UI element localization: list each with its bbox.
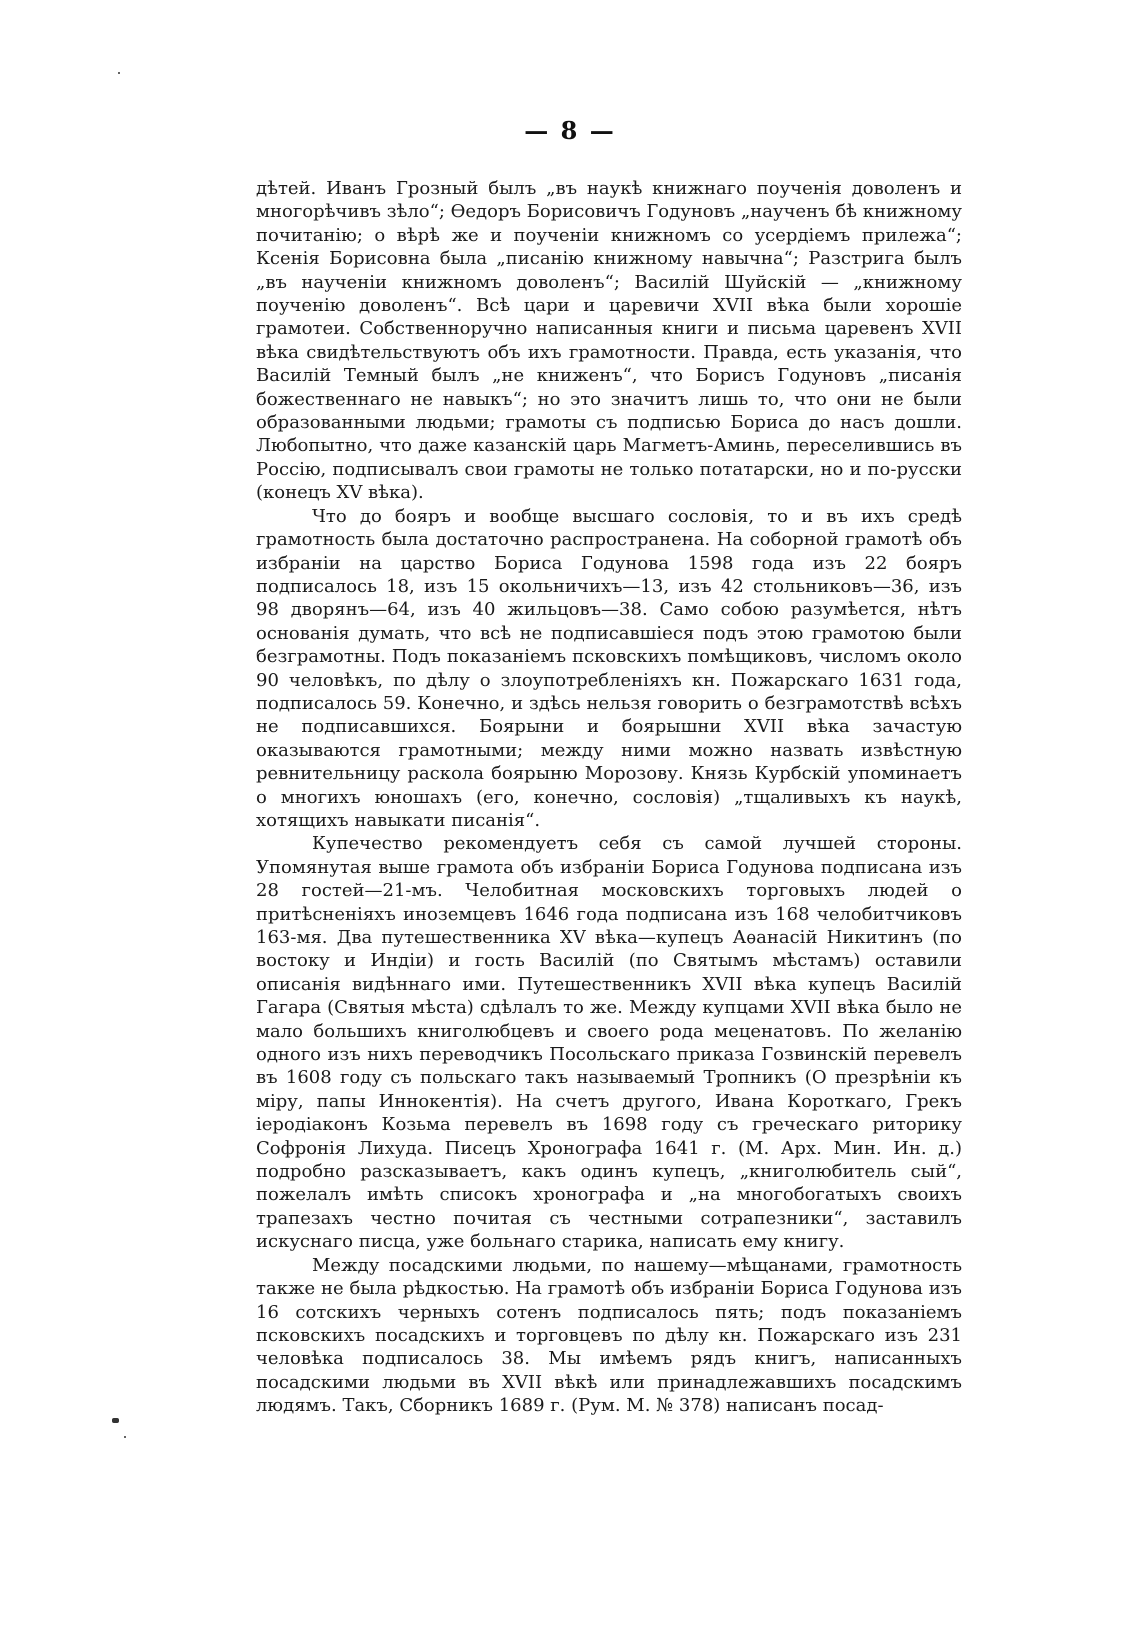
scan-speck — [124, 1436, 126, 1438]
body-text — [256, 177, 962, 1418]
scan-speck — [112, 1418, 119, 1423]
scan-speck — [118, 72, 120, 74]
paragraph-townspeople-literacy: Между посадскими людьми, по нашему—мѣщанами, грамотность также не была рѣдкостью. На грамотѣ объ избраніи Бориса Годунова изъ 16 сотскихъ черныхъ сотенъ подписалось пять; подъ показаніемъ псковскихъ посадскихъ и торговцевъ по дѣлу кн. Пожарскаго изъ 231 человѣка подписалось 38. Мы имѣемъ рядъ книгъ, написанныхъ посадскими людьми въ XVII вѣкѣ или принадлежавшихъ посадскимъ людямъ. Такъ, Сборникъ 1689 г. (Рум. М. № 378) написанъ посад- — [256, 1254, 962, 1417]
page-number: — 8 — — [524, 116, 616, 145]
paragraph-royal-literacy: дѣтей. Иванъ Грозный былъ „въ наукѣ книжнаго поученія доволенъ и многорѣчивъ зѣло“; Ѳедоръ Борисовичъ Годуновъ „наученъ бѣ книжному почитанію; о вѣрѣ же и поученіи книжномъ со усердіемъ прилежа“; Ксенія Борисовна была „писанію книжному навычна“; Разстрига былъ „въ наученіи книжномъ доволенъ“; Василій Шуйскій — „книжному поученію доволенъ“. Всѣ цари и царевичи XVII вѣка были хорошіе грамотеи. Собственноручно написанныя книги и письма царевенъ XVII вѣка свидѣтельствуютъ объ ихъ грамотности. Правда, есть указанія, что Василій Темный былъ „не книженъ“, что Борисъ Годуновъ „писанія божественнаго не навыкъ“; но это значитъ лишь то, что они не были образованными людьми; грамоты съ подписью Бориса до насъ дошли. Любопытно, что даже казанскій царь Магметъ-Аминь, переселившись въ Россію, подписывалъ свои грамоты не только потатарски, но и по-русски (конецъ XV вѣка). — [256, 178, 962, 504]
paragraph-merchant-literacy: Купечество рекомендуетъ себя съ самой лучшей стороны. Упомянутая выше грамота объ избраніи Бориса Годунова подписана изъ 28 гостей—21-мъ. Челобитная московскихъ торговыхъ людей о притѣсненіяхъ иноземцевъ 1646 года подписана изъ 168 челобитчиковъ 163-мя. Два путешественника XV вѣка—купецъ Аѳанасій Никитинъ (по востоку и Индіи) и гость Василій (по Святымъ мѣстамъ) оставили описанія видѣннаго ими. Путешественникъ XVII вѣка купецъ Василій Гагара (Святыя мѣста) сдѣлалъ то же. Между купцами XVII вѣка было не мало большихъ книголюбцевъ и своего рода меценатовъ. По желанію одного изъ нихъ переводчикъ Посольскаго приказа Гозвинскій перевелъ въ 1608 году съ польскаго такъ называемый Тропникъ (О презрѣніи къ міру, папы Иннокентія). На счетъ другого, Ивана Короткаго, Грекъ іеродіаконъ Козьма перевелъ въ 1698 году съ греческаго риторику Софронія Лихуда. Писецъ Хронографа 1641 г. (М. Арх. Мин. Ин. д.) подробно разсказываетъ, какъ одинъ купецъ, „книголюбитель сый“, пожелалъ имѣть списокъ хронографа и „на многобогатыхъ своихъ трапезахъ честно почитая съ честными сотрапезники“, заставилъ искуснаго писца, уже больнаго старика, написать ему книгу. — [256, 833, 962, 1253]
paragraph-boyar-literacy: Что до бояръ и вообще высшаго сословія, то и въ ихъ средѣ грамотность была достаточно распространена. На соборной грамотѣ объ избраніи на царство Бориса Годунова 1598 года изъ 22 бояръ подписалось 18, изъ 15 окольничихъ—13, изъ 42 стольниковъ—36, изъ 98 дворянъ—64, изъ 40 жильцовъ—38. Само собою разумѣется, нѣтъ основанія думать, что всѣ не подписавшіеся подъ этою грамотою были безграмотны. Подъ показаніемъ псковскихъ помѣщиковъ, числомъ около 90 человѣкъ, по дѣлу о злоупотребленіяхъ кн. Пожарскаго 1631 года, подписалось 59. Конечно, и здѣсь нельзя говорить о безграмотствѣ всѣхъ не подписавшихся. Боярыни и боярышни XVII вѣка зачастую оказываются грамотными; между ними можно назвать извѣстную ревнительницу раскола боярыню Морозову. Князь Курбскій упоминаетъ о многихъ юношахъ (его, конечно, сословія) „тщаливыхъ къ наукѣ, хотящихъ навыкати писанія“. — [256, 505, 962, 831]
